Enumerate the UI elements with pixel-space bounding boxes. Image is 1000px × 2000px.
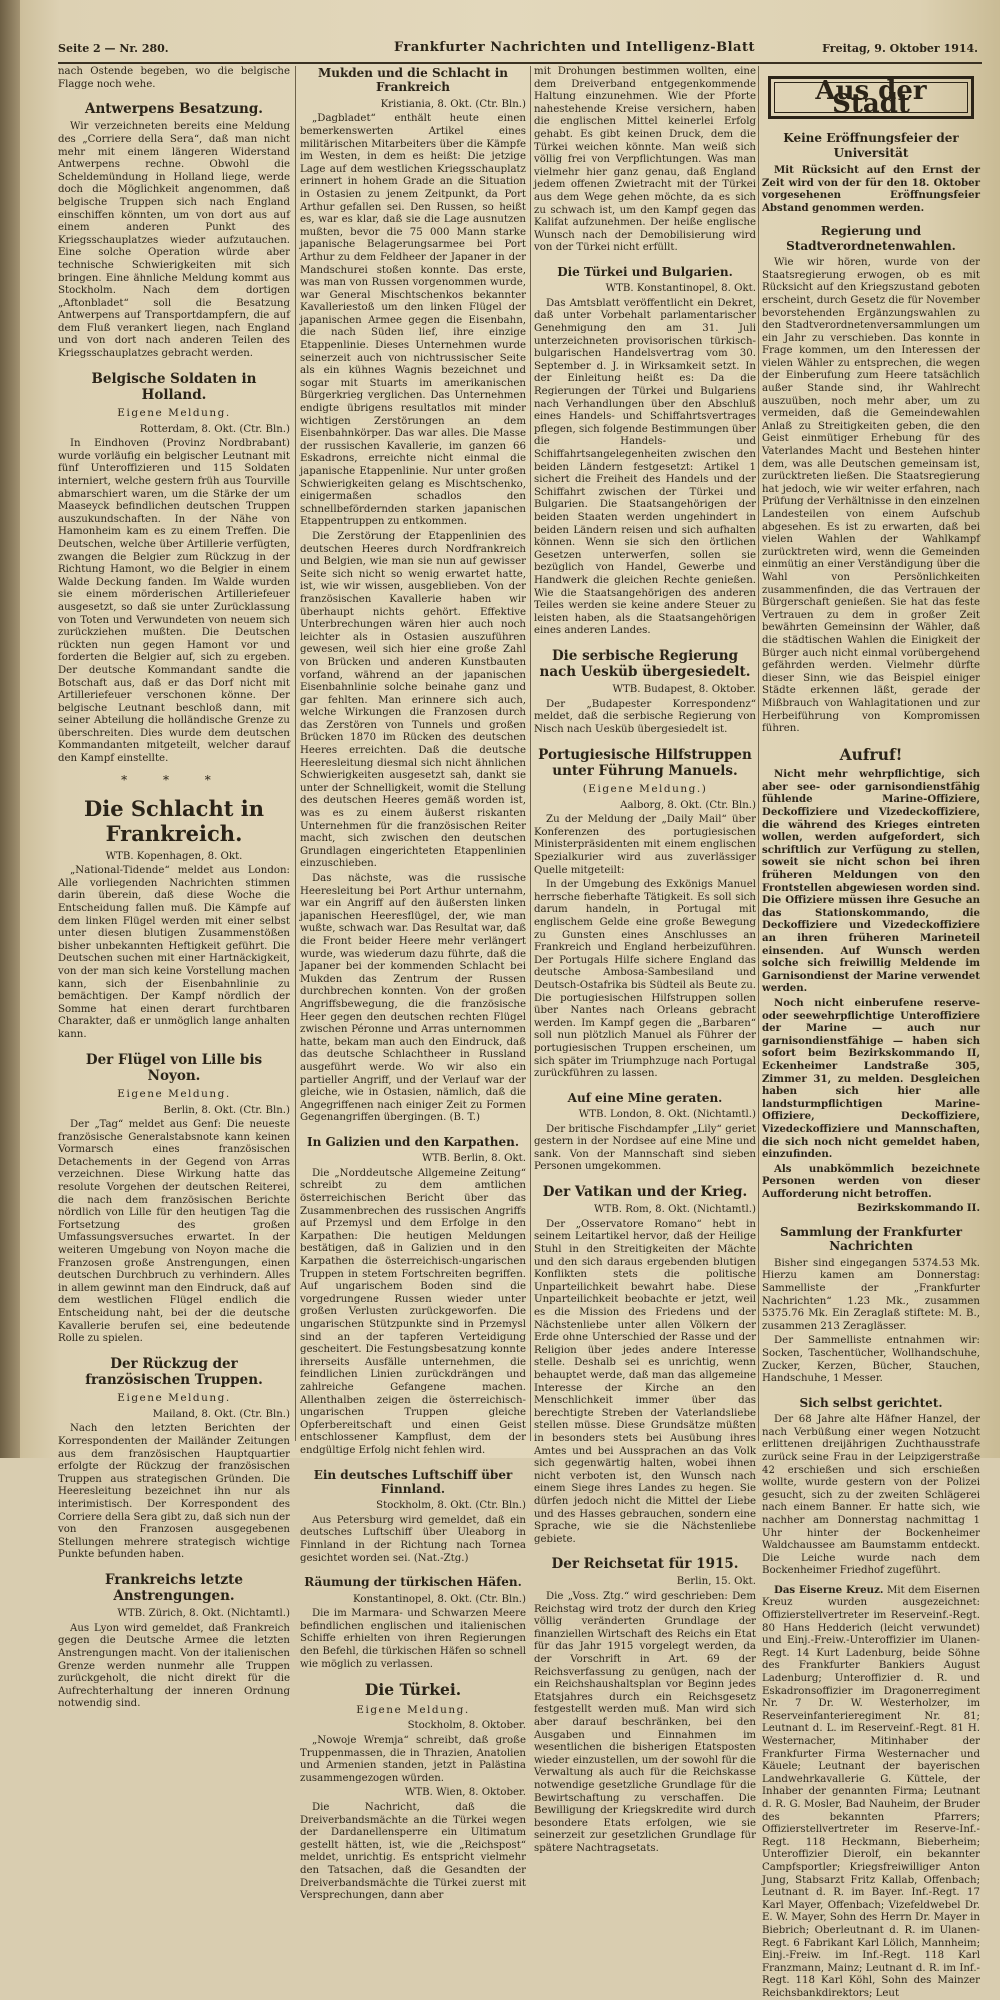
headline-vatikan: Der Vatikan und der Krieg. [542,1184,748,1201]
dateline: Berlin, 8. Okt. (Ctr. Bln.) [163,1104,290,1116]
article-body: Der „Tag“ meldet aus Genf: Die neueste französische Generalstabsnote kann keinen Vormarsch eines französischen Detachements in der Gegend von Arras verzeichnen. Diese Wirkung hatte das resolute Vorgehen der deutschen Reiterei, die nach dem französischen Berichte nördlich von Lille für den heutigen Tag die Fortsetzung des großen Umfassungsversuches erwartet. In der weiteren Umgebung von Noyon mache die Franzosen große Anstrengungen, einen deutschen Durchbruch zu verhindern. Alles in allem gewinnt man den Eindruck, daß auf dem westlichen Flügel endlich die Entscheidung naht, bei der die deutsche Kavallerie berufen sei, eine bedeutende Rolle zu spielen. [58,1119,290,1345]
eisernes-kreuz-lead: Das Eiserne Kreuz. [774,1583,884,1596]
article-body: Mit Rücksicht auf den Ernst der Zeit wird von der für den 18. Oktober vorgesehenen Eröffnungsfeier Abstand genommen werden. [762,163,980,214]
article-body: Der „Budapester Korrespondenz“ meldet, daß die serbische Regierung von Nisch nach Uesküb übergesiedelt ist. [534,698,756,736]
column-3 [534,66,756,1854]
headline-antwerpen: Antwerpens Besatzung. [84,101,263,118]
dateline: WTB. Kopenhagen, 8. Okt. [105,850,243,862]
headline-reichsetat: Der Reichsetat für 1915. [551,1556,739,1573]
dateline: Kristiania, 8. Okt. (Ctr. Bln.) [380,98,526,110]
headline-frankreichs-anstrengungen: Frankreichs letzte Anstrengungen. [105,1571,243,1605]
headline-tuerkei-bulgarien: Die Türkei und Bulgarien. [557,264,733,279]
dateline: Stockholm, 8. Okt. (Ctr. Bln.) [376,1500,526,1512]
article-body: Noch nicht einberufene reserve- oder seewehrpflichtige Unteroffiziere der Marine — auch nur garnisondienstfähige — haben sich sofort beim Bezirkskommando II, Eckenheimer Landstraße 305, Zimmer 31, zu melden. Desgleichen haben sich hier alle landsturmpflichtigen Marine-Offiziere, Deckoffiziere, Vizedeckoffiziere und Mannschaften, die sich noch nicht gemeldet haben, einzufinden. [762,996,980,1161]
article-body: Wir verzeichneten bereits eine Meldung des „Corriere della Sera“, daß man nicht mehr mit einem längeren Widerstand Antwerpens rechne. Obwohl die Scheldemündung in Holland liege, werde doch die Möglichkeit angenommen, daß belgische Truppen sich nach England einschiffen könnten, um von dort aus auf einem anderen Punkt des Kriegsschauplatzes wieder aufzutauchen. Eine solche Operation würde aber technische Schwierigkeiten mit sich bringen. Eine ähnliche Meldung kommt aus Stockholm. Nach dem dortigen „Aftonbladet“ soll die Besatzung Antwerpens auf Transportdampfern, die auf dem Fluß verankert liegen, nach England und von dort nach anderen Teilen des Kriegsschauplatzes gebracht werden. [58,121,290,360]
article-body: Wie wir hören, wurde von der Staatsregierung erwogen, ob es mit Rücksicht auf den Kriegszustand geboten erscheint, durch Gesetz die für November bevorstehenden Ergänzungswahlen zu den Stadtverordnetenversammlungen um ein Jahr zu verschieben. Das konnte in Frage kommen, um den Interessen der vielen Wähler zu entsprechen, die wegen der Einberufung zum Heere tatsächlich außer Stande sind, ihr Wahlrecht auszuüben, noch mehr aber, um zu vermeiden, daß die Gemeindewahlen Anlaß zu Streitigkeiten geben, die den Geist einmütiger Erhebung für des Vaterlandes Macht und Bestehen hinter dem, was alle Deutschen gemeinsam ist, zurücktreten ließen. Die Staatsregierung hat jedoch, wie wir weiter erfahren, nach Prüfung der Verhältnisse in den einzelnen Landesteilen von einem Aufschub abgesehen. Es ist zu erwarten, daß bei vielen Wahlen der Wahlkampf zurücktreten wird, wenn die Gemeinden einmütig an einer Verständigung über die Wahl von Persönlichkeiten zusammenfinden, die das Vertrauen der Bürgerschaft genießen. Sie hat das feste Vertrauen zu dem in großer Zeit bewährten Gemeinsinn der Wähler, daß die städtischen Wahlen die Einigkeit der Bürger auch nicht einmal vorübergehend gefährden werden. Vielmehr dürfte dieser Sinn, wie das Beispiel einiger Städte erkennen läßt, gerade der Mißbrauch von Wahlagitationen und zur Herbeiführung von Kompromissen führen. [762,257,980,735]
headline-aufruf: Aufruf! [839,744,903,764]
article-body: In Eindhoven (Provinz Nordbrabant) wurde vorläufig ein belgischer Leutnant mit fünf Unteroffizieren und 115 Soldaten interniert, welche gestern früh aus Tourville abmarschiert waren, um die Stärke der um Maaseyck befindlichen deutschen Truppen auszukundschaften. In der Nähe von Hamonheim kam es zu einem Treffen. Die Deutschen, welche über Artillerie verfügten, zwangen die Belgier zum Rückzug in der Richtung Hamont, wo die Belgier in einem Walde Deckung fanden. Im Walde wurden sie einem mörderischen Artilleriefeuer ausgesetzt, so daß sie unter Zurücklassung von Toten und Verwundeten von neuem sich zurückziehen mußten. Die Deutschen rückten nun gegen Hamont vor und forderten die Belgier auf, sich zu ergeben. Der deutsche Kommandant sandte die Botschaft aus, daß er das Dorf nicht mit Artilleriefeuer verschonen könne. Der belgische Leutnant beschloß dann, mit seiner Abteilung die holländische Grenze zu überschreiten. Dies wurde dem deutschen Kommandanten mitgeteilt, welcher darauf den Kampf einstellte. [58,438,290,765]
column-rule [758,66,759,1441]
dateline: WTB. Zürich, 8. Okt. (Nichtamtl.) [117,1608,290,1620]
headline-selbst-gerichtet: Sich selbst gerichtet. [799,1395,943,1410]
article-body: Die „Voss. Ztg.“ wird geschrieben: Dem Reichstag wird trotz der durch den Krieg völlig veränderten Grundlage der finanziellen Wirtschaft des Reichs ein Etat für das Jahr 1915 vorgelegt werden, da der Vorschrift in Art. 69 der Reichsverfassung zu genügen, nach der ein Reichshaushaltsplan vor Beginn jedes Etatsjahres durch ein Reichsgesetz festgestellt werden muß. Man wird sich aber darauf beschränken, bei den Ausgaben und Einnahmen im wesentlichen die bisherigen Etatsposten wieder einzustellen, um der sowohl für die Verwaltung als auch für die Reichskasse notwendige gesetzliche Grundlage für die Bewirtschaftung zu verschaffen. Die Bewilligung der Kriegskredite wird durch besondere Etats erfolgen, wie sie seinerzeit zur gesetzlichen Grundlage für spätere Nachtragsetats. [534,1591,756,1854]
article-body: Der „Osservatore Romano“ hebt in seinem Leitartikel hervor, daß der Heilige Stuhl in den Streitigkeiten der Mächte und den sich daraus ergebenden blutigen Konflikten stets die politische Unparteilichkeit bewahrt habe. Diese Unparteilichkeit beobachte er jetzt, weil es die Mission des Friedens und der Nächstenliebe unter allen Völkern der Erde ohne Unterschied der Rasse und der Religion über jedes andere Interesse stelle. Deshalb sei es unrichtig, wenn behauptet werde, daß man das allgemeine Interesse der Kirche an den Menschlichkeit immer über das berechtigte Streben der Vaterlandsliebe stellen müsse. Diese Grundsätze müßten in besonders stets bei Ausübung ihres Amtes und bei Aussprachen an das Volk sich gegenwärtig halten, wobei ihnen nicht verboten ist, den Wunsch nach einem Siege ihres Landes zu hegen. Sie dürfen jedoch nicht die Mittel der Liebe und des Hasses gebrauchen, sondern eine Sprache, wie sie die Nächstenliebe gebiete. [534,1218,756,1545]
headline-rueckzug: Der Rückzug der französischen Truppen. [85,1355,263,1388]
headline-mukden: Mukden und die Schlacht in Frankreich [317,66,509,95]
page-number: Seite 2 — Nr. 280. [58,42,169,55]
column-4 [762,66,980,1999]
headline-fluegel-lille: Der Flügel von Lille bis Noyon. [85,1051,263,1084]
article-body: Die im Marmara- und Schwarzen Meere befindlichen englischen und italienischen Schiffe erhielten von ihren Regierungen den Befehl, die türkischen Häfen so schnell wie möglich zu verlassen. [300,1608,526,1670]
article-body: Zu der Meldung der „Daily Mail“ über Konferenzen des portugiesischen Ministerpräsidenten mit einem englischen Spezialkurier wird aus zuverlässiger Quelle mitgeteilt: [534,814,756,876]
dateline: WTB. London, 8. Okt. (Nichtamtl.) [578,1109,756,1121]
headline-mine: Auf eine Mine geraten. [567,1090,723,1105]
article-body: Das nächste, was die russische Heeresleitung bei Port Arthur unternahm, war ein Angriff auf den äußersten linken japanischen Heeresflügel, der, wie man wußte, schwach war. Das Resultat war, daß die Front beider Heere mehr verlängert wurde, was wiederum dazu führte, daß die Japaner bei der kommenden Schlacht bei Mukden das Zentrum der Russen durchbrechen konnten. Von der großen Angriffsbewegung, die die französische Heer gegen den deutschen rechten Flügel zwischen Péronne und Arras unternommen hatte, bekam man auch den Eindruck, daß das deutsche Schlachtheer in Russland ausgeführt werde. Wo wir also ein partieller Angriff, und der Verlauf war der gleiche, wie in Ostasien, nämlich, daß die Angegriffenen nach einiger Zeit zu Formen Gegenangriffen übergingen. (B. T.) [300,873,526,1124]
headline-raeumung: Räumung der türkischen Häfen. [304,1575,522,1590]
article-body: Aus Lyon wird gemeldet, daß Frankreich gegen die Deutsche Armee die letzten Anstrengungen macht. Von der italienischen Grenze werden nunmehr alle Truppen zurückgeholt, die nicht direkt für die Aufrechterhaltung der inneren Ordnung notwendig sind. [58,1622,290,1710]
column-rule [295,66,296,1441]
signature: Bezirkskommando II. [857,1202,980,1215]
article-subline: (Eigene Meldung.) [582,783,708,796]
article-body: „Dagbladet“ enthält heute einen bemerkenswerten Artikel eines militärischen Mitarbeiters über die Kämpfe im Westen, in dem es heißt: Die jetzige Lage auf dem westlichen Kriegsschauplatz erinnert in hohem Grade an die Situation in Ostasien zu jenem Zeitpunkt, da Port Arthur gefallen sei. Den Russen, so heißt es, war es klar, daß sie die Lage ausnutzen mußten, bevor die 75 000 Mann starke japanische Belagerungsarmee bei Port Arthur zu dem Feldheer der Japaner in der Mandschurei stoßen konnte. Das erste, was man von Russen vorgenommen wurde, war General Mischtschenkos bekannter Kavalleriestoß um den linken Flügel der japanischen Armee gegen die Eisenbahn, die nach Süden lief, ihre einzige Etappenlinie. Dieses Unternehmen wurde seinerzeit auch von nichtrussischer Seite als ein kühnes Wagnis bezeichnet und sogar mit Stuarts im amerikanischen Bürgerkrieg verglichen. Das Unternehmen endigte übrigens resultatlos mit minder wichtigen Zerstörungen an dem Eisenbahnkörper. Das war alles. Die Masse der russischen Kavallerie, im ganzen 66 Eskadrons, erreichte nicht einmal die japanische Etappenlinie. Nur unter großen Schwierigkeiten gelang es Mischtschenko, einigermaßen schadlos den schnellbefördernden starken japanischen Etappentruppen zu entkommen. [300,113,526,528]
article-body: Als unabkömmlich bezeichnete Personen werden von dieser Aufforderung nicht betroffen. [762,1162,980,1200]
dateline: Berlin, 15. Okt. [676,1576,756,1588]
headline-tuerkei: Die Türkei. [364,1680,462,1700]
headline-luftschiff: Ein deutsches Luftschiff über Finnland. [313,1467,513,1496]
binding-gutter [0,0,20,1458]
dateline: WTB. Konstantinopel, 8. Okt. [605,283,756,295]
dateline: Rotterdam, 8. Okt. (Ctr. Bln.) [139,423,290,435]
dateline: Mailand, 8. Okt. (Ctr. Bln.) [152,1408,290,1420]
article-body: Die Nachricht, daß die Dreiverbandsmächte an die Türkei wegen der Dardanellensperre ein Ultimatum gestellt hätten, ist, wie die „Reichspost“ meldet, unrichtig. Es entspricht vielmehr den Tatsachen, daß die Gesandten der Dreiverbandsmächte die Türkei zuerst mit Versprechungen, dann aber [300,1801,526,1902]
article-continuation: mit Drohungen bestimmen wollten, eine dem Dreiverband entgegenkommende Haltung einzunehmen. Wie der Pforte nahestehende Kreise versichern, haben die englischen Mittel keinerlei Erfolg gehabt. Es gibt keinen Druck, dem die Türkei weichen könnte. Man weiß sich völlig frei von Verpflichtungen. Was man vielmehr hier ganz genau, daß England jedem offenen Zwietracht mit der Türkei aus dem Wege gehen möchte, da es sich zu schwach ist, um den Kampf gegen das Kalifat aufzunehmen. Der heiße englische Wunsch nach der Demobilisierung wird von der Türkei nicht erfüllt. [534,66,756,254]
article-body: „Nowoje Wremja“ schreibt, daß große Truppenmassen, die in Thrazien, Anatolien und Armenien standen, jetzt in Palästina zusammengezogen würden. [300,1735,526,1784]
article-body: Das Amtsblatt veröffentlicht ein Dekret, daß unter Vorbehalt parlamentarischer Genehmigung den am 31. Juli unterzeichneten provisorischen türkisch-bulgarischen Handelsvertrag vom 30. September d. J. in Wirksamkeit setzt. In der Einleitung heißt es: Da die Regierungen der Türkei und Bulgariens nach Verhandlungen über den Abschluß eines Handels- und Schiffahrtsvertrages pflegen, sich folgende Bestimmungen über die Handels- und Schiffahrtsangelegenheiten zwischen den beiden Ländern festgesetzt: Artikel 1 sichert die Freiheit des Handels und der Schiffahrt zwischen der Türkei und Bulgarien. Die Staatsangehörigen der beiden Staaten werden ungehindert in beiden Ländern reisen und sich aufhalten können. Wenn sie sich den örtlichen Gesetzen unterwerfen, sollen sie bezüglich von Handel, Gewerbe und Handwerk die gleichen Rechte genießen. Wie die Staatsangehörigen des anderen Teiles werden sie keine andere Steuer zu leisten haben, als die Staatsangehörigen eines anderen Landes. [534,297,756,637]
issue-date: Freitag, 9. Oktober 1914. [822,42,978,55]
headline-galizien: In Galizien und den Karpathen. [306,1134,519,1149]
article-body: Mit dem Eisernen Kreuz wurden ausgezeichnet: Offizierstellvertreter im Reserveinf.-Regt. 80 Hans Hedderich (leicht verwundet) und Einj.-Freiw.-Unteroffizier im Ulanen-Regt. 14 Kurt Ladenburg, beide Söhne des Frankfurter Bankiers August Ladenburg; Unteroffizier d. R. und Eskadronsoffizier im Dragonerregiment Nr. 7 Dr. W. Westerholzer, im Reserveinfanterieregiment Nr. 81; Leutnant d. L. im Reserveinf.-Regt. 81 H. Westernacher, Mitinhaber der Frankfurter Firma Westernacher und Käuele; Leutnant der bayerischen Landwehrkavallerie G. Küttele, der Inhaber der genannten Firma; Leutnant d. R. G. Mosler, Bad Nauheim, der Bruder des bekannten Pfarrers; Offizierstellvertreter im Reserve-Inf.-Regt. 118 Heckmann, Bieberheim; Unteroffizier Dierolf, ein bekannter Campfsportler; Kriegsfreiwilliger Anton Jung, Stabsarzt Fritz Kallab, Offenbach; Leutnant d. R. im Bayer. Inf.-Regt. 17 Karl Mayer, Offenbach; Vizefeldwebel Dr. E. W. Mayer, Sohn des Herrn Dr. Mayer in Biebrich; Oberleutnant d. R. im Ulanen-Regt. 6 Fabrikant Karl Lölich, Mannheim; Einj.-Freiw. im Inf.-Regt. 118 Karl Franzmann, Mainz; Leutnant d. R. im Inf.-Regt. 118 Karl Köhl, Sohn des Mainzer Reichsbankdirektors; Leut [762,1584,980,1999]
article-body: Der Sammelliste entnahmen wir: Socken, Taschentücher, Wollhandschuhe, Zucker, Kerzen, Bücher, Stauchen, Handschuhe, 1 Messer. [762,1335,980,1385]
section-title: Aus der Stadt [774,82,968,113]
dateline: WTB. Budapest, 8. Oktober. [612,684,756,696]
headline-sammlung: Sammlung der Frankfurter Nachrichten [779,1225,963,1254]
column-2 [300,66,526,1902]
headline-schlacht-frankreich: Die Schlacht in Frankreich. [84,796,264,847]
article-body: Der 68 Jahre alte Häfner Hanzel, der nach Verbüßung einer wegen Notzucht erlittenen dreijährigen Zuchthausstrafe zurück seine Frau in der Leipzigerstraße 42 erschießen und sich erschießen wollte, wurde gestern von der Polizei gesucht, sich zu der zweiten Schlägerei nach einem Banner. Er hatte sich, wie nachher am Donnerstag nachmittag 1 Uhr hinter der Bockenheimer Waldchaussee am Baumstamm entdeckt. Die Leiche wurde nach dem Bockenheimer Friedhof zugeführt. [762,1414,980,1577]
masthead [58,36,982,64]
headline-serbische-regierung: Die serbische Regierung nach Uesküb übergesiedelt. [539,647,751,681]
column-rule [530,66,531,1441]
article-body: Die Zerstörung der Etappenlinien des deutschen Heeres durch Nordfrankreich und Belgien, wie man sie nun auf gewisser Seite sich nicht so wenig erwartet hatte, ist, wie wir wissen, ausgeblieben. Von der französischen Kavallerie haben wir überhaupt nichts gehört. Effektive Unterbrechungen wären hier auch noch leichter als in Ostasien auszuführen gewesen, weil sich hier eine große Zahl von Brücken und anderen Kunstbauten vorfand, während an der japanischen Eisenbahnlinie solche beinahe ganz und gar fehlten. Man erinnere sich auch, welche Wirkungen die Franzosen durch das Zerstören von Tunnels und großen Brücken 1870 im Rücken des deutschen Heeres erreichten. Daß die deutsche Heeresleitung diesmal sich nicht ähnlichen Schwierigkeiten ausgesetzt sah, dankt sie unter der Schnelligkeit, womit die Stellung des deutschen Heeres gemäß worden ist, was es zu einem äußerst riskanten Unternehmen für die französischen Reiter macht, sich zwischen den deutschen Grundlagen eingerichteten Etappenlinien einzuschieben. [300,530,526,870]
article-subline: Eigene Meldung. [356,1703,470,1716]
newspaper-title: Frankfurter Nachrichten und Intelligenz-Blatt [394,40,755,55]
headline-universitaet: Keine Eröffnungsfeier der Universität [783,131,959,160]
article-body: In der Umgebung des Exkönigs Manuel herrsche fieberhafte Tätigkeit. Es soll sich darum handeln, in Portugal mit englischem Gelde eine große Bewegung zu Gunsten eines Anschlusses an Frankreich und England herbeizuführen. Der Portugals Hilfe sichere England das deutsche Ambosa-Sambesiland und Deutsch-Ostafrika bis Südteil als Beute zu. Die portugiesischen Hilfstruppen sollen über Nantes nach Orleans gebracht werden. Im Kampf gegen die „Barbaren“ soll nun plötzlich Manuel als Führer der portugiesischen Truppen erscheinen, um sich später im Triumphzuge nach Portugal zurückführen zu lassen. [534,879,756,1080]
section-separator: * * * [121,772,227,787]
article-subline: Eigene Meldung. [117,1087,231,1100]
dateline: WTB. Rom, 8. Okt. (Nichtamtl.) [593,1204,756,1216]
article-subline: Eigene Meldung. [117,1392,231,1405]
column-1 [58,66,290,1710]
article-body: Nach den letzten Berichten der Korrespondenten der Mailänder Zeitungen aus dem französischen Hauptquartier erfolgte der Rückzug der französischen Truppen aus strategischen Gründen. Die Heeresleitung bezeichnet ihn nur als interimistisch. Der Korrespondent des Corriere della Sera gibt zu, daß sich nun der von den Franzosen ausgegebenen Stellungen mehrere strategisch wichtige Punkte befunden haben. [58,1423,290,1561]
headline-portugiesische-hilfstruppen: Portugiesische Hilfstruppen unter Führung Manuels. [538,746,752,779]
dateline: Aalborg, 8. Okt. (Ctr. Bln.) [620,799,756,811]
article-body: Nicht mehr wehrpflichtige, sich aber see- oder garnisondienstfähig fühlende Marine-Offiziere, Deckoffiziere und Vizedeckoffiziere, die während des Krieges eintreten wollen, werden aufgefordert, sich schriftlich zur Verfügung zu stellen, soweit sie nicht schon bei ihren früheren Meldungen von den Frontstellen abgewiesen worden sind. Die Offiziere müssen ihre Gesuche an das Stationskommando, die Deckoffiziere und Vizedeckoffiziere an ihren früheren Marineteil einsenden. Auf Wunsch werden solche sich freiwillig Meldende im Garnisondienst der Marine verwendet werden. [762,768,980,995]
headline-belgische-soldaten: Belgische Soldaten in Holland. [91,370,257,403]
dateline: WTB. Wien, 8. Oktober. [404,1787,526,1799]
article-body: Bisher sind eingegangen 5374.53 Mk. Hierzu kamen am Donnerstag: Sammelliste der „Frankfurter Nachrichten“ 1.23 Mk., zusammen 5375.76 Mk. Ein Zeraglaß stiftete: M. B., zusammen 213 Zeraglässer. [762,1257,980,1332]
article-body: Die „Norddeutsche Allgemeine Zeitung“ schreibt zu dem amtlichen österreichischen Bericht über das Zusammenbrechen des russischen Angriffs auf Przemysl und dem Erfolge in den Karpathen: Die heutigen Meldungen bestätigen, daß in Galizien und in den Karpathen die österreichisch-ungarischen Truppen in stetem Fortschreiten begriffen. Auf ungarischem Boden sind die vorgedrungene Russen wieder unter großen Verlusten zurückgeworfen. Die ungarischen Stützpunkte sind in Przemysl sind an der tapferen Verteidigung gescheitert. Die Festungsbesatzung konnte ihrerseits Ausfälle unternehmen, die feindlichen Linien zurückdrängen und zahlreiche Gefangene machen. Allenthalben zeigen die österreichisch-ungarischen Truppen gleiche Opferbereitschaft und einen Geist entschlossener Kampflust, dem der endgültige Erfolg nicht fehlen wird. [300,1167,526,1456]
dateline: Stockholm, 8. Oktober. [407,1720,526,1732]
article-body: Der britische Fischdampfer „Lily“ geriet gestern in der Nordsee auf eine Mine und sank. Von der Mannschaft sind sieben Personen umgekommen. [534,1123,756,1173]
article-subline: Eigene Meldung. [117,407,231,420]
headline-stadtverordnetenwahlen: Regierung und Stadtverordnetenwahlen. [786,224,956,253]
dateline: Konstantinopel, 8. Okt. (Ctr. Bln.) [353,1593,526,1605]
section-box [768,76,974,119]
article-body: „National-Tidende“ meldet aus London: Alle vorliegenden Nachrichten stimmen darin überein, daß diese Woche die Entscheidung fallen muß. Die Kämpfe auf dem linken Flügel werden mit einer selbst unter diesen blutigen Zusammenstößen bisher unbekannten Heftigkeit geführt. Die Deutschen suchen mit einer Hartnäckigkeit, von der man sich keine Vorstellung machen kann, sich der Eisenbahnlinie zu bemächtigen. Der Kampf nördlich der Somme hat einen derart furchtbaren Charakter, daß er unmöglich lange anhalten kann. [58,865,290,1040]
article-continuation: nach Ostende begeben, wo die belgische Flagge noch wehe. [58,66,290,90]
article-body: Aus Petersburg wird gemeldet, daß ein deutsches Luftschiff über Uleaborg in Finnland in der Richtung nach Tornea gesichtet worden sei. (Nat.-Ztg.) [300,1514,526,1564]
dateline: WTB. Berlin, 8. Okt. [422,1153,526,1165]
